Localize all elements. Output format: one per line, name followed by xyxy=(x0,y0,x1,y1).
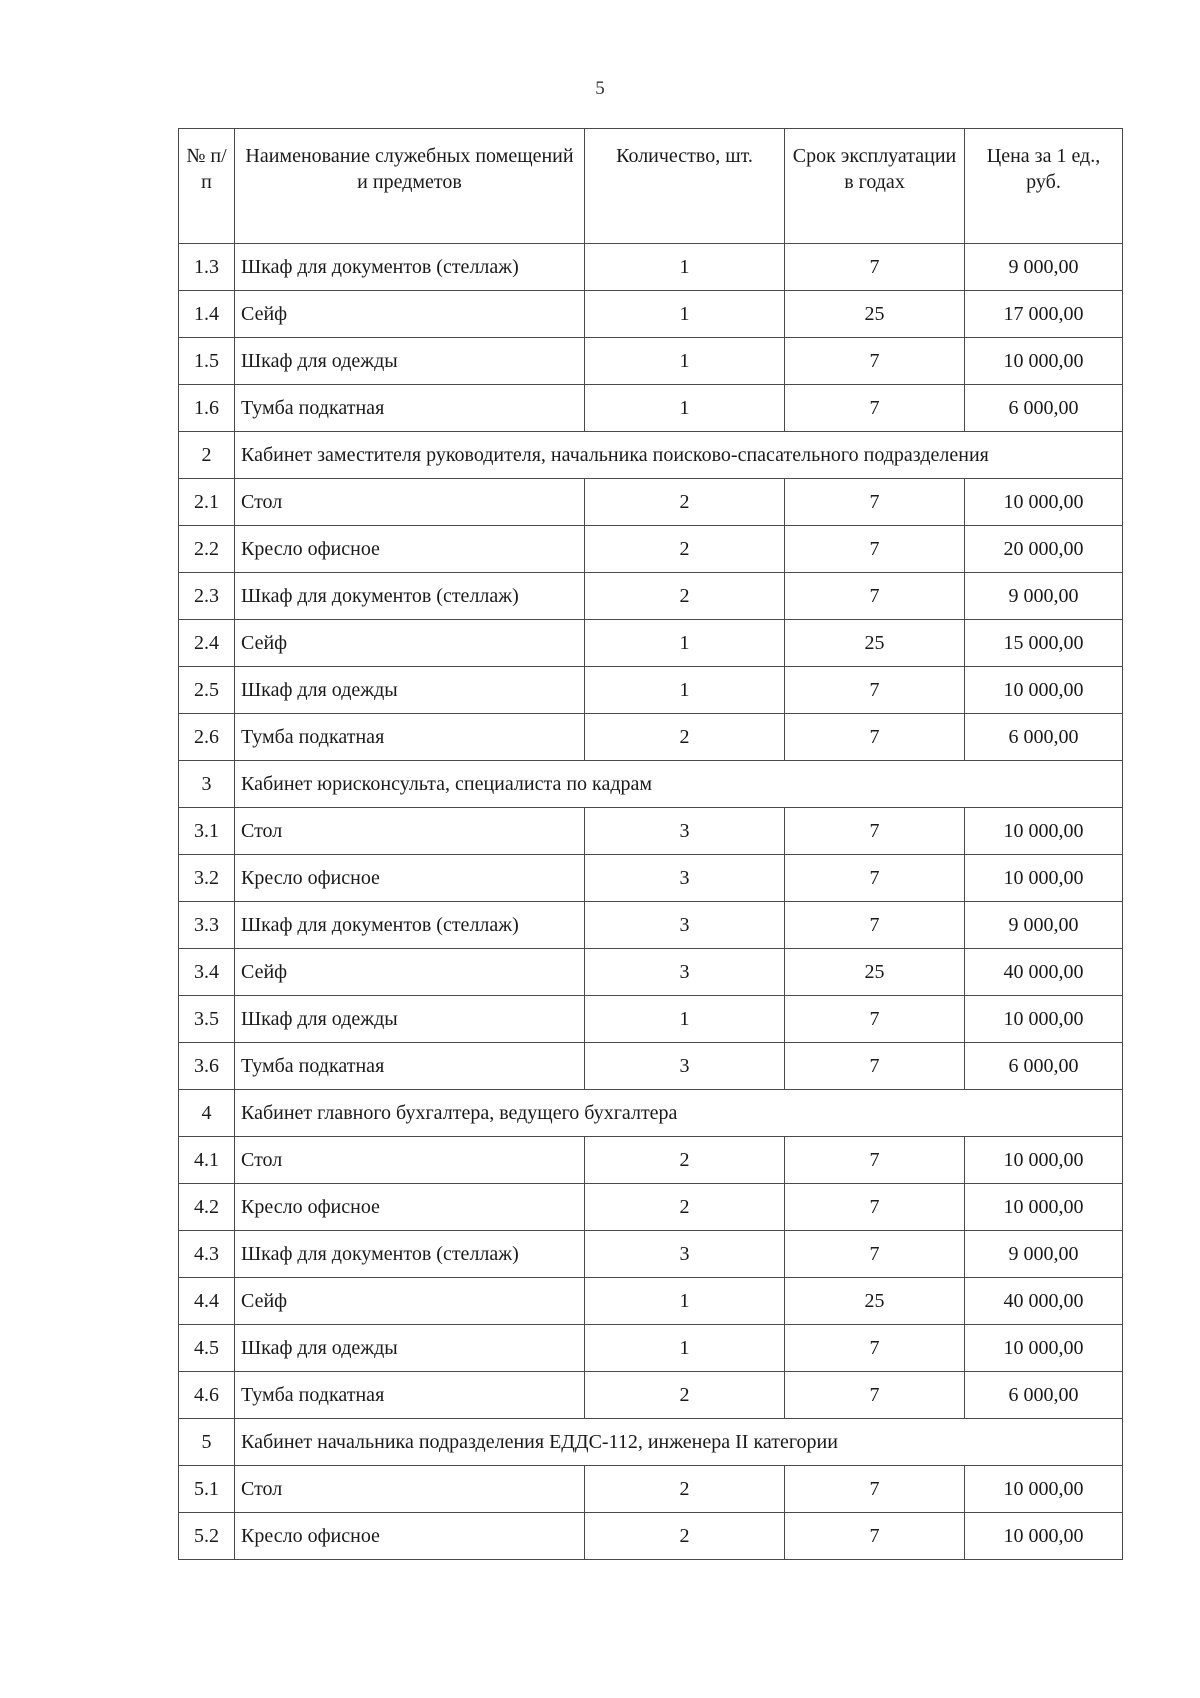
item-service-life: 7 xyxy=(785,1184,965,1231)
item-number: 3.6 xyxy=(179,1043,235,1090)
table-row xyxy=(179,714,1123,761)
item-price: 10 000,00 xyxy=(965,1466,1123,1513)
item-number: 4.2 xyxy=(179,1184,235,1231)
item-quantity: 1 xyxy=(585,620,785,667)
table-row xyxy=(179,1513,1123,1560)
item-price: 9 000,00 xyxy=(965,573,1123,620)
item-price: 10 000,00 xyxy=(965,1325,1123,1372)
section-title: Кабинет юрисконсульта, специалиста по кадрам xyxy=(235,761,1123,808)
item-number: 1.6 xyxy=(179,385,235,432)
item-number: 5.2 xyxy=(179,1513,235,1560)
item-service-life: 7 xyxy=(785,996,965,1043)
item-quantity: 1 xyxy=(585,996,785,1043)
item-quantity: 2 xyxy=(585,1137,785,1184)
item-quantity: 3 xyxy=(585,808,785,855)
item-quantity: 3 xyxy=(585,949,785,996)
item-service-life: 25 xyxy=(785,949,965,996)
item-quantity: 3 xyxy=(585,855,785,902)
item-name: Тумба подкатная xyxy=(235,1043,585,1090)
table-row xyxy=(179,1325,1123,1372)
table-row xyxy=(179,1231,1123,1278)
item-name: Шкаф для документов (стеллаж) xyxy=(235,244,585,291)
item-name: Стол xyxy=(235,479,585,526)
item-service-life: 7 xyxy=(785,479,965,526)
item-quantity: 2 xyxy=(585,714,785,761)
item-price: 9 000,00 xyxy=(965,244,1123,291)
section-row xyxy=(179,432,1123,479)
item-number: 2.3 xyxy=(179,573,235,620)
item-service-life: 7 xyxy=(785,244,965,291)
table-row xyxy=(179,1278,1123,1325)
item-price: 10 000,00 xyxy=(965,855,1123,902)
item-price: 10 000,00 xyxy=(965,1184,1123,1231)
item-price: 20 000,00 xyxy=(965,526,1123,573)
table-row xyxy=(179,338,1123,385)
item-number: 1.4 xyxy=(179,291,235,338)
table-row xyxy=(179,1466,1123,1513)
section-number: 2 xyxy=(179,432,235,479)
item-service-life: 7 xyxy=(785,902,965,949)
item-service-life: 7 xyxy=(785,667,965,714)
item-price: 9 000,00 xyxy=(965,902,1123,949)
table-row xyxy=(179,1372,1123,1419)
item-number: 4.6 xyxy=(179,1372,235,1419)
table-row xyxy=(179,573,1123,620)
item-price: 10 000,00 xyxy=(965,1137,1123,1184)
table-row xyxy=(179,808,1123,855)
section-row xyxy=(179,1090,1123,1137)
header-term: Срок эксплуатации в годах xyxy=(785,129,965,244)
section-title: Кабинет начальника подразделения ЕДДС-112, инженера II категории xyxy=(235,1419,1123,1466)
item-name: Шкаф для одежды xyxy=(235,1325,585,1372)
item-service-life: 7 xyxy=(785,385,965,432)
item-price: 40 000,00 xyxy=(965,1278,1123,1325)
table-row xyxy=(179,949,1123,996)
item-quantity: 3 xyxy=(585,1231,785,1278)
item-service-life: 7 xyxy=(785,1466,965,1513)
item-service-life: 7 xyxy=(785,808,965,855)
item-quantity: 1 xyxy=(585,244,785,291)
item-name: Тумба подкатная xyxy=(235,1372,585,1419)
item-number: 4.1 xyxy=(179,1137,235,1184)
table-row xyxy=(179,667,1123,714)
item-number: 3.2 xyxy=(179,855,235,902)
table-row xyxy=(179,526,1123,573)
item-number: 3.4 xyxy=(179,949,235,996)
item-service-life: 25 xyxy=(785,291,965,338)
item-number: 3.1 xyxy=(179,808,235,855)
item-quantity: 1 xyxy=(585,385,785,432)
item-service-life: 7 xyxy=(785,714,965,761)
item-number: 4.4 xyxy=(179,1278,235,1325)
item-price: 10 000,00 xyxy=(965,338,1123,385)
table-row xyxy=(179,902,1123,949)
item-quantity: 1 xyxy=(585,667,785,714)
item-service-life: 25 xyxy=(785,620,965,667)
table-row xyxy=(179,1137,1123,1184)
item-name: Шкаф для документов (стеллаж) xyxy=(235,573,585,620)
item-name: Шкаф для одежды xyxy=(235,667,585,714)
item-name: Сейф xyxy=(235,949,585,996)
item-name: Тумба подкатная xyxy=(235,385,585,432)
item-number: 2.2 xyxy=(179,526,235,573)
item-service-life: 25 xyxy=(785,1278,965,1325)
item-service-life: 7 xyxy=(785,1043,965,1090)
item-name: Шкаф для документов (стеллаж) xyxy=(235,1231,585,1278)
item-quantity: 1 xyxy=(585,338,785,385)
item-service-life: 7 xyxy=(785,338,965,385)
item-service-life: 7 xyxy=(785,855,965,902)
item-price: 17 000,00 xyxy=(965,291,1123,338)
item-number: 2.6 xyxy=(179,714,235,761)
item-price: 10 000,00 xyxy=(965,667,1123,714)
item-name: Стол xyxy=(235,1137,585,1184)
section-number: 5 xyxy=(179,1419,235,1466)
item-name: Стол xyxy=(235,1466,585,1513)
item-quantity: 2 xyxy=(585,526,785,573)
item-name: Кресло офисное xyxy=(235,526,585,573)
item-number: 3.5 xyxy=(179,996,235,1043)
header-price: Цена за 1 ед., руб. xyxy=(965,129,1123,244)
header-name: Наименование служебных помещений и предметов xyxy=(235,129,585,244)
table-row xyxy=(179,385,1123,432)
item-number: 2.4 xyxy=(179,620,235,667)
item-number: 5.1 xyxy=(179,1466,235,1513)
table-row xyxy=(179,1043,1123,1090)
item-quantity: 2 xyxy=(585,479,785,526)
section-row xyxy=(179,1419,1123,1466)
item-number: 2.1 xyxy=(179,479,235,526)
item-price: 6 000,00 xyxy=(965,1372,1123,1419)
table-row xyxy=(179,620,1123,667)
table-header-row xyxy=(179,129,1123,244)
item-quantity: 1 xyxy=(585,291,785,338)
item-name: Кресло офисное xyxy=(235,855,585,902)
item-name: Кресло офисное xyxy=(235,1184,585,1231)
item-price: 6 000,00 xyxy=(965,1043,1123,1090)
item-price: 10 000,00 xyxy=(965,996,1123,1043)
item-price: 40 000,00 xyxy=(965,949,1123,996)
item-service-life: 7 xyxy=(785,526,965,573)
item-quantity: 3 xyxy=(585,1043,785,1090)
item-quantity: 3 xyxy=(585,902,785,949)
item-number: 2.5 xyxy=(179,667,235,714)
table-row xyxy=(179,855,1123,902)
item-service-life: 7 xyxy=(785,1231,965,1278)
item-quantity: 2 xyxy=(585,1372,785,1419)
item-price: 10 000,00 xyxy=(965,1513,1123,1560)
item-number: 3.3 xyxy=(179,902,235,949)
item-name: Шкаф для документов (стеллаж) xyxy=(235,902,585,949)
item-name: Тумба подкатная xyxy=(235,714,585,761)
item-quantity: 1 xyxy=(585,1325,785,1372)
page-number: 5 xyxy=(595,78,605,99)
item-quantity: 2 xyxy=(585,573,785,620)
table-body xyxy=(179,244,1123,1560)
table-row xyxy=(179,244,1123,291)
table-row xyxy=(179,479,1123,526)
item-service-life: 7 xyxy=(785,1325,965,1372)
item-price: 6 000,00 xyxy=(965,714,1123,761)
section-title: Кабинет заместителя руководителя, начальника поисково-спасательного подразделения xyxy=(235,432,1123,479)
item-number: 1.5 xyxy=(179,338,235,385)
item-name: Сейф xyxy=(235,620,585,667)
header-num: № п/п xyxy=(179,129,235,244)
item-service-life: 7 xyxy=(785,1137,965,1184)
item-price: 10 000,00 xyxy=(965,479,1123,526)
item-name: Шкаф для одежды xyxy=(235,338,585,385)
item-price: 10 000,00 xyxy=(965,808,1123,855)
item-service-life: 7 xyxy=(785,573,965,620)
item-number: 4.3 xyxy=(179,1231,235,1278)
item-number: 1.3 xyxy=(179,244,235,291)
section-row xyxy=(179,761,1123,808)
item-quantity: 1 xyxy=(585,1278,785,1325)
item-quantity: 2 xyxy=(585,1513,785,1560)
item-name: Стол xyxy=(235,808,585,855)
table-row xyxy=(179,1184,1123,1231)
item-price: 15 000,00 xyxy=(965,620,1123,667)
section-number: 3 xyxy=(179,761,235,808)
item-number: 4.5 xyxy=(179,1325,235,1372)
item-price: 9 000,00 xyxy=(965,1231,1123,1278)
item-name: Сейф xyxy=(235,291,585,338)
item-name: Сейф xyxy=(235,1278,585,1325)
item-price: 6 000,00 xyxy=(965,385,1123,432)
table-row xyxy=(179,291,1123,338)
item-quantity: 2 xyxy=(585,1184,785,1231)
section-title: Кабинет главного бухгалтера, ведущего бухгалтера xyxy=(235,1090,1123,1137)
inventory-table xyxy=(178,128,1123,1560)
item-name: Шкаф для одежды xyxy=(235,996,585,1043)
item-service-life: 7 xyxy=(785,1372,965,1419)
table-row xyxy=(179,996,1123,1043)
header-qty: Количество, шт. xyxy=(585,129,785,244)
section-number: 4 xyxy=(179,1090,235,1137)
item-name: Кресло офисное xyxy=(235,1513,585,1560)
item-quantity: 2 xyxy=(585,1466,785,1513)
item-service-life: 7 xyxy=(785,1513,965,1560)
